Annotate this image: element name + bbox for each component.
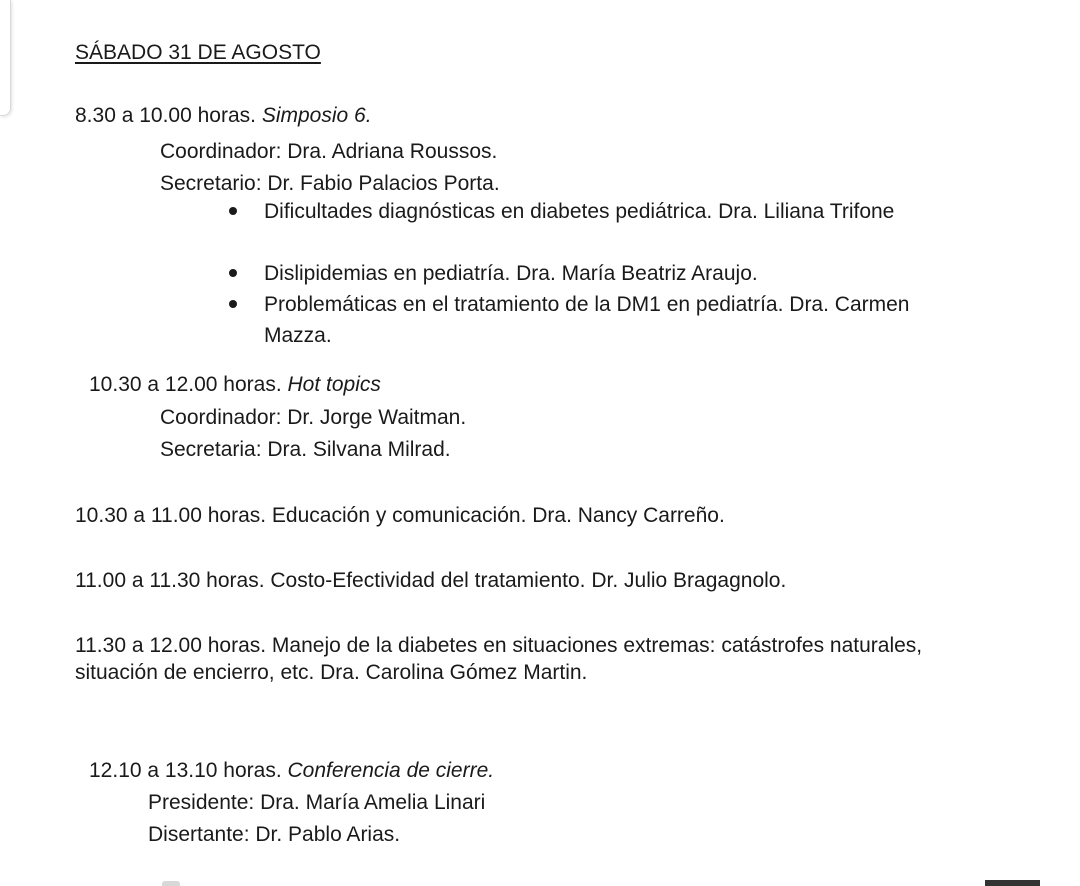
session2-secretary: Secretaria: Dra. Silvana Milrad. [160,438,451,461]
session2-title: Hot topics [287,373,381,396]
talk-item: 10.30 a 11.00 horas. Educación y comunicación. Dra. Nancy Carreño. [75,504,725,527]
bullet-icon [229,269,237,277]
session1-header [75,103,372,129]
cropped-bar [985,880,1040,886]
session1-coordinator: Coordinador: Dra. Adriana Roussos. [160,140,498,163]
session1-secretary: Secretario: Dr. Fabio Palacios Porta. [160,172,500,195]
bullet-icon [229,300,237,308]
session2-coordinator: Coordinador: Dr. Jorge Waitman. [160,406,467,429]
session1-time: 8.30 a 10.00 horas. [75,104,256,127]
session3-header [89,758,494,784]
day-heading: SÁBADO 31 DE AGOSTO [75,41,321,64]
session1-talk-3: Problemáticas en el tratamiento de la DM1 en pediatría. Dra. Carmen Mazza. [264,293,910,347]
talk-item: 11.30 a 12.00 horas. Manejo de la diabetes en situaciones extremas: catástrofes naturales, situación de encierro, etc. Dra. Carolina Gómez Martin. [75,634,923,684]
session3-time: 12.10 a 13.10 horas. [89,759,282,782]
session2-time: 10.30 a 12.00 horas. [89,373,282,396]
talk-item: 11.00 a 11.30 horas. Costo-Efectividad del tratamiento. Dr. Julio Bragagnolo. [75,569,787,592]
session3-title: Conferencia de cierre. [287,759,495,782]
session1-talk-1: Dificultades diagnósticas en diabetes pediátrica. Dra. Liliana Trifone [264,200,895,223]
session3-president: Presidente: Dra. María Amelia Linari [148,791,486,814]
session2-header [89,372,381,398]
session1-talk-2: Dislipidemias en pediatría. Dra. María Beatriz Araujo. [264,262,758,285]
session3-speaker: Disertante: Dr. Pablo Arias. [148,823,401,846]
page-edge [0,0,11,116]
bullet-icon [229,207,237,215]
cropped-mark [162,881,180,886]
session1-title: Simposio 6. [261,104,372,127]
